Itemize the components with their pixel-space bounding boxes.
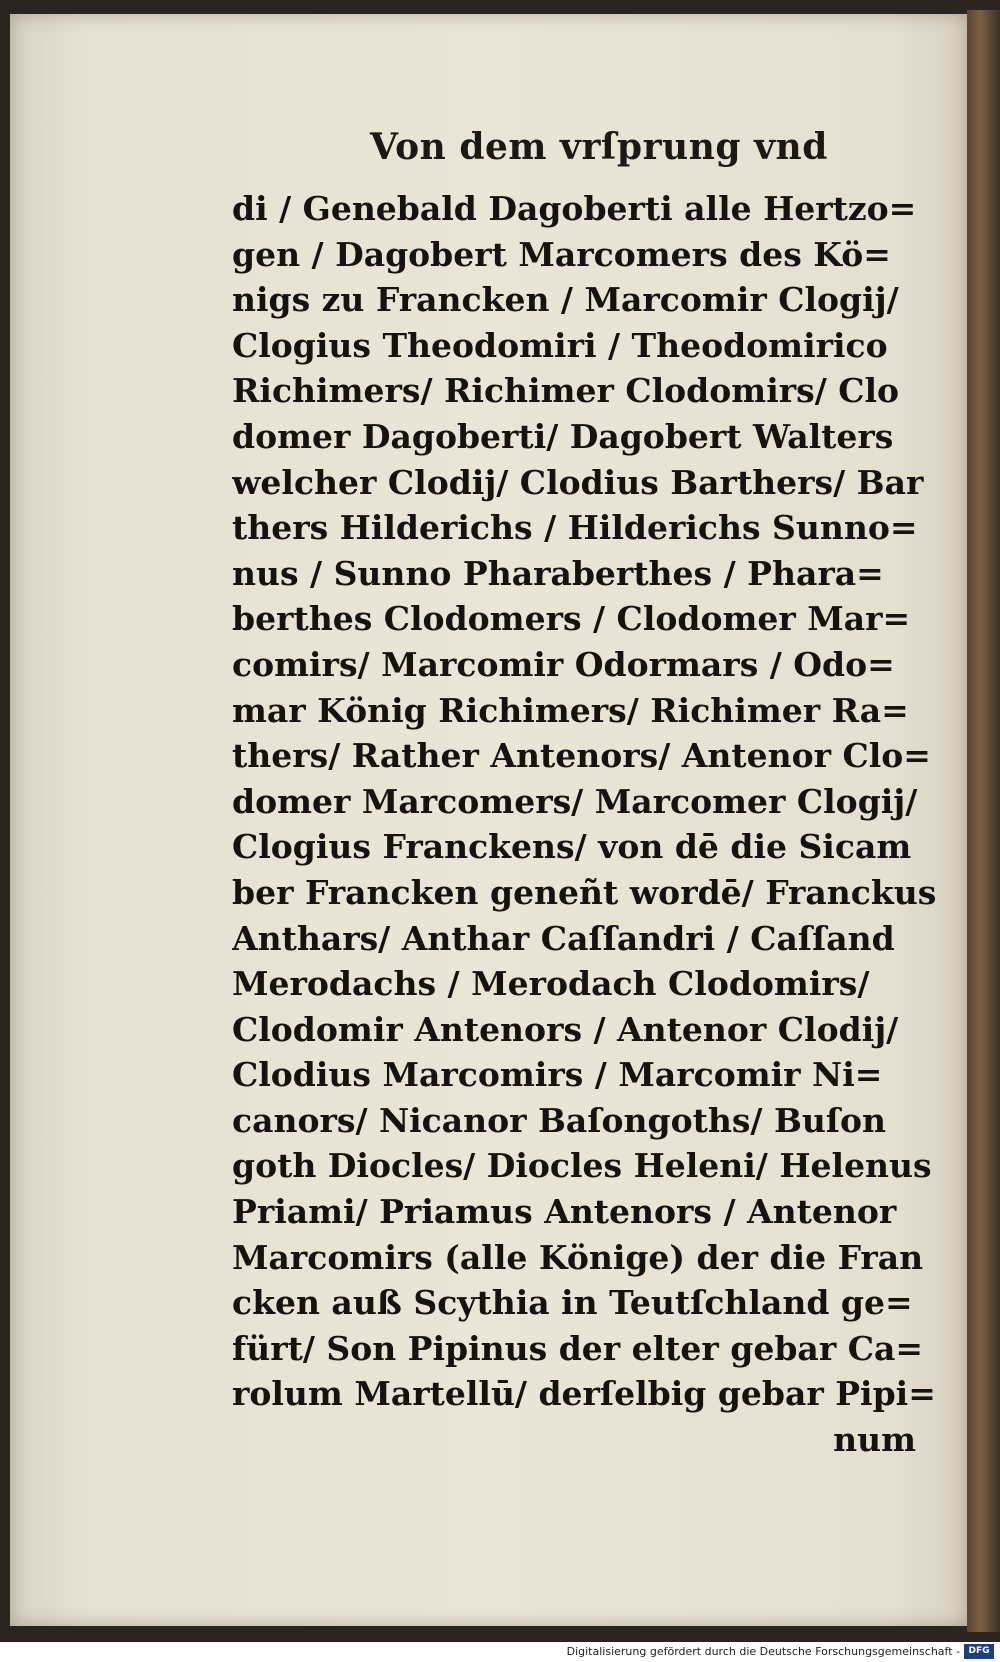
catchword: num bbox=[833, 1420, 916, 1460]
text-line: Priami/ Priamus Antenors / Antenor bbox=[232, 1192, 897, 1232]
text-line: cken auß Scythia in Teutſchland ge= bbox=[232, 1283, 913, 1323]
text-line: thers Hilderichs / Hilderichs Sunno= bbox=[232, 508, 918, 548]
text-line: di / Genebald Dagoberti alle Hertzo= bbox=[232, 189, 917, 228]
text-line: berthes Clodomers / Clodomer Mar= bbox=[232, 599, 911, 639]
text-line: comirs/ Marcomir Odormars / Odo= bbox=[232, 644, 895, 684]
text-line: Anthars/ Anthar Caſſandri / Caſſand bbox=[232, 918, 895, 958]
text-line: Clodius Marcomirs / Marcomir Ni= bbox=[232, 1055, 883, 1095]
footer-bar bbox=[0, 1642, 1000, 1662]
text-line: thers/ Rather Antenors/ Antenor Clo= bbox=[232, 736, 931, 776]
book-page bbox=[10, 14, 967, 1626]
text-line: domer Dagoberti/ Dagobert Walters bbox=[232, 416, 894, 456]
text-line: Clodomir Antenors / Antenor Clodij/ bbox=[232, 1009, 899, 1049]
text-line: Marcomirs (alle Könige) der die Fran bbox=[232, 1237, 924, 1277]
running-head: Von dem vrſprung vnd bbox=[370, 126, 828, 168]
text-line: Clogius Theodomiri / Theodomirico bbox=[232, 325, 888, 365]
text-line: Merodachs / Merodach Clodomirs/ bbox=[232, 964, 870, 1004]
text-line: Clogius Franckens/ von dē die Sicam bbox=[232, 827, 912, 867]
book-edge bbox=[967, 10, 1000, 1632]
text-line: goth Diocles/ Diocles Heleni/ Helenus bbox=[232, 1146, 932, 1186]
text-line: gen / Dagobert Marcomers des Kö= bbox=[232, 234, 891, 274]
text-line: ber Francken geneñt wordē/ Franckus bbox=[232, 872, 937, 912]
text-line: welcher Clodij/ Clodius Barthers/ Bar bbox=[232, 462, 924, 502]
text-line: canors/ Nicanor Baſongoths/ Buſon bbox=[232, 1100, 887, 1140]
text-line: mar König Richimers/ Richimer Ra= bbox=[232, 690, 909, 730]
body-text bbox=[232, 186, 952, 1463]
text-line: Richimers/ Richimer Clodomirs/ Clo bbox=[232, 371, 900, 411]
text-line: rolum Martellū/ derſelbig gebar Pipi= bbox=[232, 1374, 936, 1414]
text-line: fürt/ Son Pipinus der elter gebar Ca= bbox=[232, 1328, 923, 1368]
funding-credit: Digitalisierung gefördert durch die Deutsche Forschungsgemeinschaft - bbox=[566, 1645, 960, 1658]
text-line: nigs zu Francken / Marcomir Clogij/ bbox=[232, 280, 899, 320]
dfg-logo-icon: DFG bbox=[964, 1644, 994, 1659]
text-line: domer Marcomers/ Marcomer Clogij/ bbox=[232, 781, 918, 821]
text-line: nus / Sunno Pharaberthes / Phara= bbox=[232, 553, 884, 593]
